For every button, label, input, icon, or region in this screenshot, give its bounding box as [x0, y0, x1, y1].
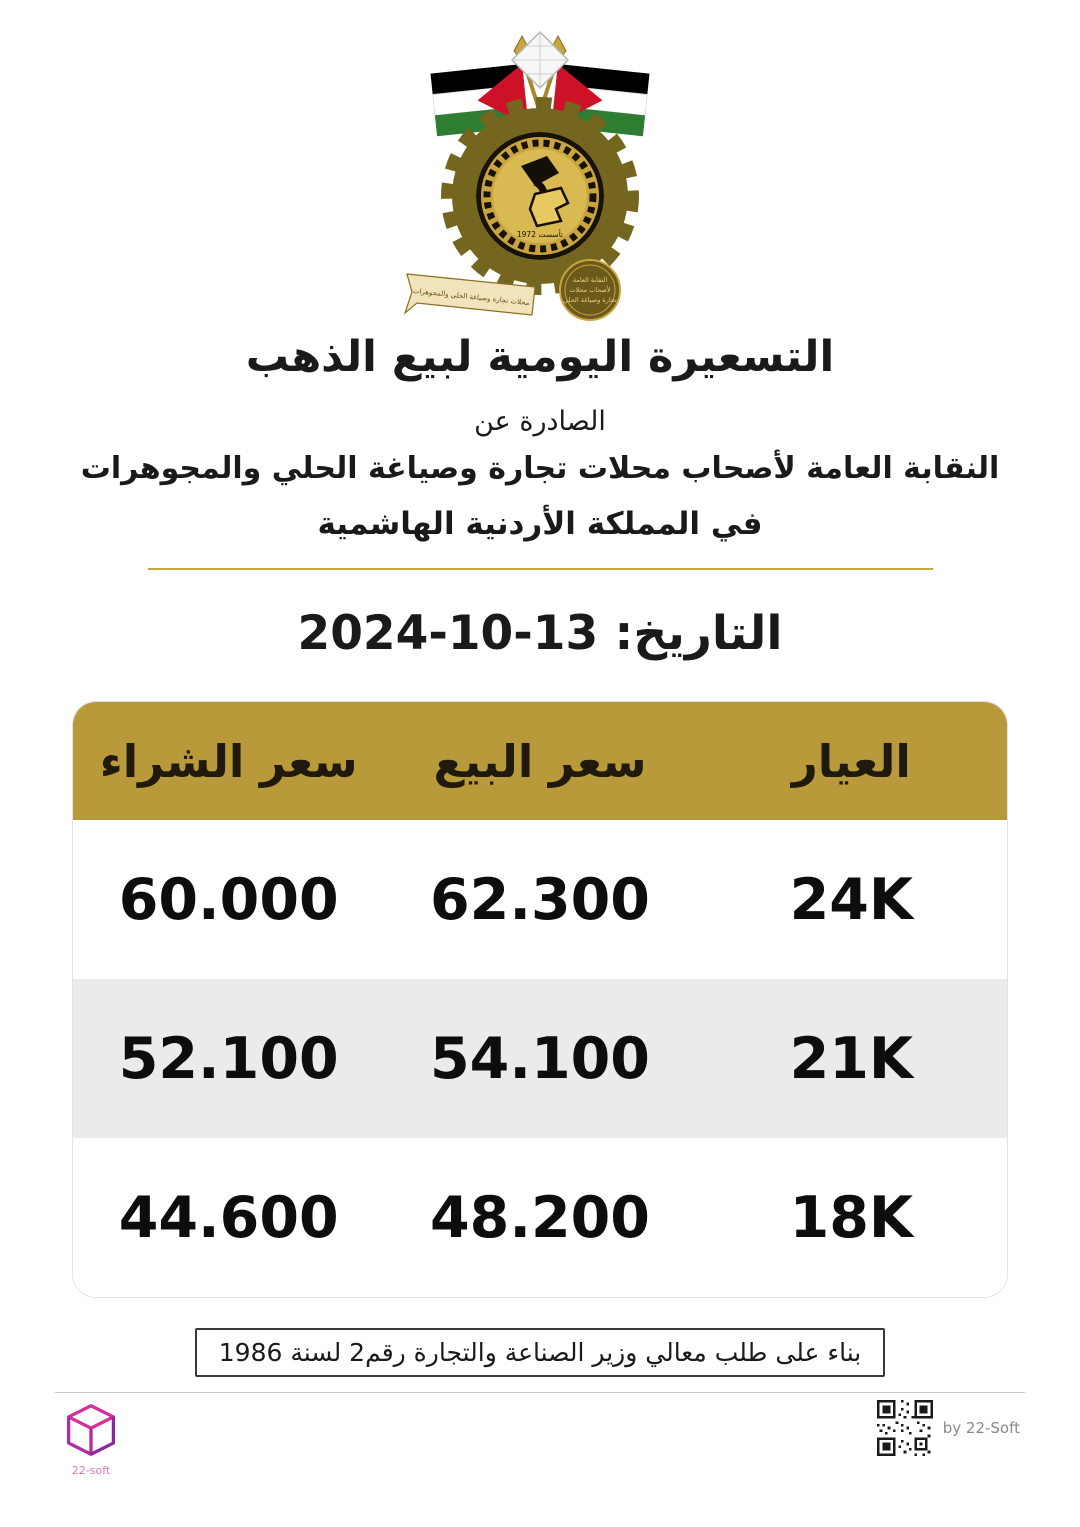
- syndicate-logo-graphic: [385, 28, 695, 328]
- sell-price-value: 54.100: [430, 1025, 650, 1092]
- buy-price-value: 52.100: [118, 1025, 339, 1092]
- price-table-header: [73, 702, 1007, 820]
- syndicate-logo: [0, 0, 1080, 328]
- date-line: التاريخ: 13-10-2024: [297, 606, 783, 661]
- table-row-24k: [73, 820, 1007, 979]
- seal-text-line1: النقابة العامة: [572, 276, 608, 284]
- kingdom-name: في المملكة الأردنية الهاشمية: [317, 506, 763, 542]
- karat-value: 21K: [789, 1025, 914, 1092]
- page-title: التسعيرة اليومية لبيع الذهب: [245, 332, 835, 382]
- sell-price-value: 48.200: [430, 1184, 650, 1251]
- ribbon-banner-text: محلات تجارة وصياغة الحلي والمجوهرات: [412, 286, 530, 308]
- seal-text-line3: تجارة وصياغة الحلي: [563, 296, 617, 304]
- column-header-karat: العيار: [791, 734, 911, 788]
- footer-credit-block: [877, 1400, 1020, 1456]
- issued-by-label: الصادرة عن: [474, 406, 606, 437]
- buy-price-value: 60.000: [118, 866, 339, 933]
- column-header-sell-price: سعر البيع: [433, 734, 647, 788]
- table-row-18k: [73, 1138, 1007, 1297]
- buy-price-value: 44.600: [118, 1184, 339, 1251]
- sell-price-value: 62.300: [430, 866, 650, 933]
- seal-text-line2: لأصحاب محلات: [569, 286, 611, 294]
- gold-divider: [148, 568, 933, 570]
- column-header-buy-price: سعر الشراء: [99, 734, 358, 788]
- issuer-name: النقابة العامة لأصحاب محلات تجارة وصياغة الحلي والمجوهرات: [80, 451, 1000, 486]
- footer-divider: [55, 1392, 1025, 1393]
- price-table: [72, 701, 1008, 1298]
- company-logo-caption: 22-soft: [71, 1464, 111, 1477]
- syndicate-seal: [560, 260, 620, 320]
- logo-established-text: تأسست 1972: [516, 230, 564, 239]
- footnote: بناء على طلب معالي وزير الصناعة والتجارة رقم2 لسنة 1986: [195, 1328, 885, 1377]
- credit-text: by 22-Soft: [942, 1419, 1020, 1437]
- table-row-21k: [73, 979, 1007, 1138]
- cube-icon: [62, 1402, 120, 1458]
- karat-value: 24K: [789, 866, 914, 933]
- qr-code: [877, 1400, 933, 1456]
- company-logo: [56, 1402, 126, 1477]
- karat-value: 18K: [789, 1184, 914, 1251]
